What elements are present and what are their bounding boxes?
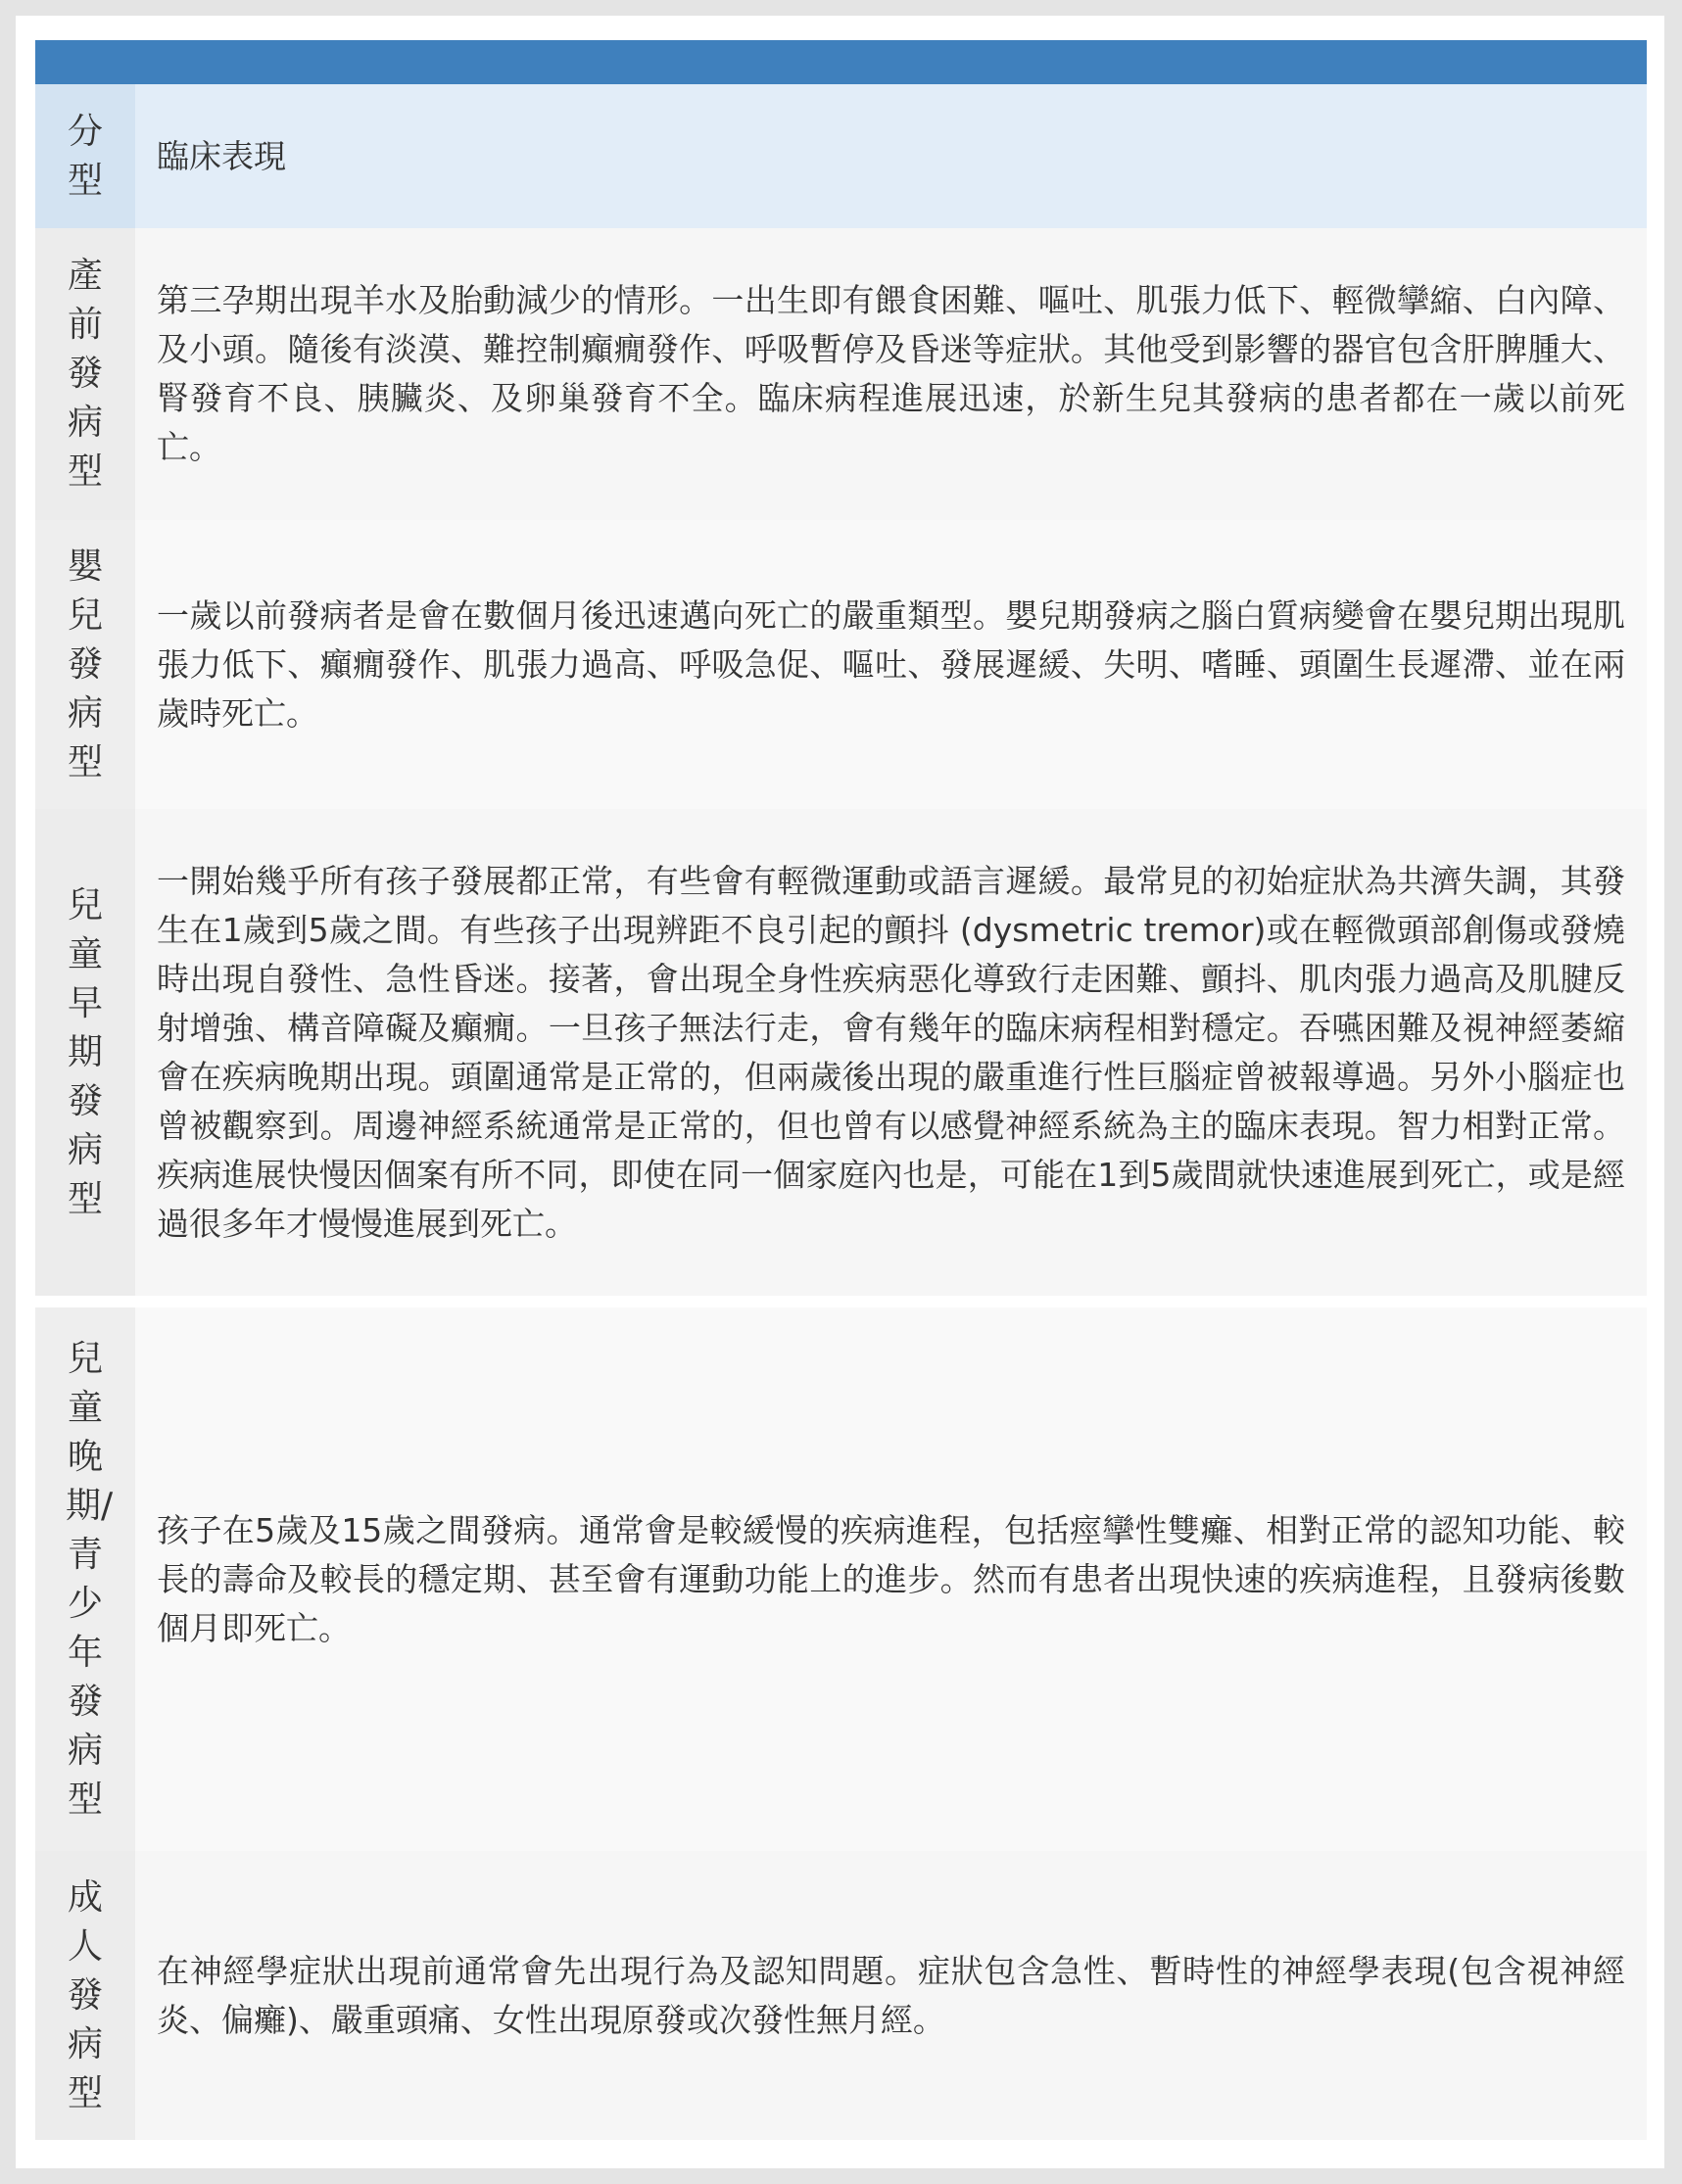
header-description-cell xyxy=(135,84,1647,228)
row-category: 產前發病型 xyxy=(67,256,103,492)
row-category-cell xyxy=(35,1307,135,1851)
clinical-table xyxy=(35,40,1647,2140)
table-row xyxy=(35,809,1647,1296)
row-description: 孩子在5歲及15歲之間發病。通常會是較緩慢的疾病進程，包括痙攣性雙癱、相對正常的認知功能、較長的壽命及較長的穩定期、甚至會有運動功能上的進步。然而有患者出現快速的疾病進程，且發病後數個月即死亡。 xyxy=(157,1510,1625,1647)
table-top-bar xyxy=(35,40,1647,84)
row-category-cell xyxy=(35,809,135,1296)
page-frame xyxy=(16,16,1664,2168)
row-category-cell xyxy=(35,228,135,520)
row-description-cell xyxy=(135,520,1647,809)
row-category: 成人發病型 xyxy=(67,1876,103,2113)
row-category: 嬰兒發病型 xyxy=(67,546,103,783)
row-description-cell xyxy=(135,1307,1647,1851)
row-category-cell xyxy=(35,520,135,809)
table-row xyxy=(35,1307,1647,1851)
row-category: 兒童晚期/青少年發病型 xyxy=(66,1338,114,1820)
header-category-cell xyxy=(35,84,135,228)
row-description-cell xyxy=(135,1851,1647,2140)
table-row xyxy=(35,228,1647,520)
row-description: 一開始幾乎所有孩子發展都正常，有些會有輕微運動或語言遲緩。最常見的初始症狀為共濟失調，其發生在1歲到5歲之間。有些孩子出現辨距不良引起的顫抖 (dysmetric tremor)或在輕微頭部創傷或發燒時出現自發性、急性昏迷。接著，會出現全身性疾病惡化導致行走困難、顫抖、肌肉張力過高及肌腱反射增強、構音障礙及癲癇。一旦孩子無法行走，會有幾年的臨床病程相對穩定。吞嚥困難及視神經萎縮會在疾病晚期出現。頭圍通常是正常的，但兩歲後出現的嚴重進行性巨腦症曾被報導過。另外小腦症也曾被觀察到。周邊神經系統通常是正常的，但也曾有以感覺神經系統為主的臨床表現。智力相對正常。疾病進展快慢因個案有所不同，即使在同一個家庭內也是，可能在1到5歲間就快速進展到死亡，或是經過很多年才慢慢進展到死亡。 xyxy=(157,861,1625,1243)
table-row xyxy=(35,520,1647,809)
row-description: 一歲以前發病者是會在數個月後迅速邁向死亡的嚴重類型。嬰兒期發病之腦白質病變會在嬰兒期出現肌張力低下、癲癇發作、肌張力過高、呼吸急促、嘔吐、發展遲緩、失明、嗜睡、頭圍生長遲滯、並在兩歲時死亡。 xyxy=(157,595,1625,733)
row-category: 兒童早期發病型 xyxy=(67,884,103,1219)
row-description-cell xyxy=(135,228,1647,520)
header-description: 臨床表現 xyxy=(157,136,286,175)
row-description-cell xyxy=(135,809,1647,1296)
table-header-row xyxy=(35,84,1647,228)
table-row xyxy=(35,1851,1647,2140)
row-description: 第三孕期出現羊水及胎動減少的情形。一出生即有餵食困難、嘔吐、肌張力低下、輕微攣縮、白內障、及小頭。隨後有淡漠、難控制癲癇發作、呼吸暫停及昏迷等症狀。其他受到影響的器官包含肝脾腫大、腎發育不良、胰臟炎、及卵巢發育不全。臨床病程進展迅速，於新生兒其發病的患者都在一歲以前死亡。 xyxy=(157,281,1625,466)
row-description: 在神經學症狀出現前通常會先出現行為及認知問題。症狀包含急性、暫時性的神經學表現(包含視神經炎、偏癱)、嚴重頭痛、女性出現原發或次發性無月經。 xyxy=(157,1951,1625,2039)
row-separator xyxy=(35,1296,1647,1307)
header-category: 分型 xyxy=(67,111,103,201)
row-category-cell xyxy=(35,1851,135,2140)
